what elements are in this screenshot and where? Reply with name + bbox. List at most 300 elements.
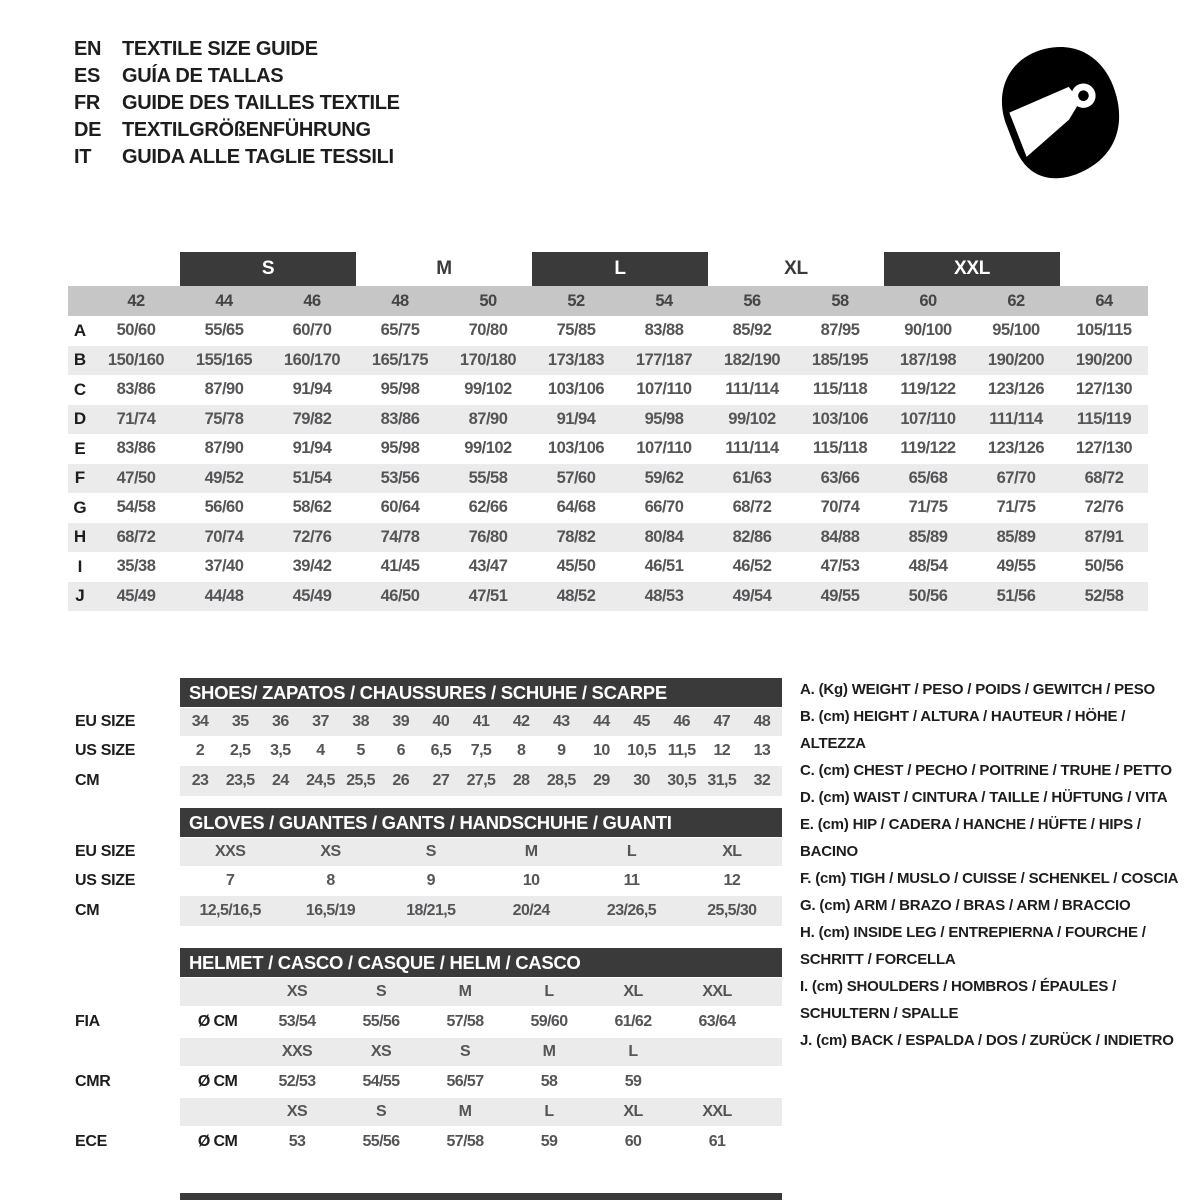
helmet-size-label: S: [375, 1103, 387, 1120]
measurement-value: 37/40: [204, 557, 244, 576]
measurement-value: 71/75: [908, 498, 948, 517]
language-code: IT: [74, 146, 92, 168]
helmet-diameter-value: 61: [708, 1133, 726, 1150]
legend-item-f: F. (cm) TIGH / MUSLO / CUISSE / SCHENKEL / COSCIA: [800, 870, 1179, 887]
gloves-section-header: GLOVES / GUANTES / GANTS / HANDSCHUHE / GUANTI: [180, 808, 782, 837]
helmet-diameter-value: 57/58: [446, 1013, 484, 1030]
measurement-value: 173/183: [547, 350, 605, 369]
measurement-value: 76/80: [468, 527, 508, 546]
language-title-text: GUIDA ALLE TAGLIE TESSILI: [122, 146, 394, 168]
measurement-value: 95/98: [380, 380, 420, 399]
gloves-value: 18/21,5: [406, 902, 456, 919]
helmet-diameter-value: 55/56: [362, 1013, 400, 1030]
helmet-size-label: S: [375, 983, 387, 1000]
language-code: ES: [74, 65, 101, 87]
measurement-value: 65/68: [908, 468, 948, 487]
measurement-value: 87/91: [1084, 527, 1124, 546]
textile-row-j: [68, 582, 1148, 612]
shoes-value: 2: [195, 742, 205, 759]
gloves-value: 10: [522, 872, 540, 889]
measurement-value: 49/55: [996, 557, 1036, 576]
helmet-diameter-value: 54/55: [362, 1073, 400, 1090]
language-title-it: [74, 144, 400, 171]
measurement-value: 72/76: [1084, 498, 1124, 517]
measurement-value: 68/72: [732, 498, 772, 517]
gloves-value: 7: [226, 872, 235, 889]
measurement-value: 80/84: [644, 527, 684, 546]
textile-row-e: [68, 434, 1148, 464]
legend-item-d: D. (cm) WAIST / CINTURA / TAILLE / HÜFTUNG / VITA: [800, 789, 1168, 806]
shoes-value: 44: [593, 713, 610, 730]
helmet-sizes-row-ece: [68, 1098, 782, 1126]
shoes-value: 28: [512, 772, 530, 789]
measurement-value: 50/56: [1084, 557, 1124, 576]
shoes-value: 9: [557, 742, 566, 759]
measurement-value: 54/58: [116, 498, 156, 517]
measurement-value: 85/89: [996, 527, 1036, 546]
measurement-value: 70/74: [820, 498, 860, 517]
measurement-value: 57/60: [556, 468, 596, 487]
measurement-value: 83/86: [116, 380, 156, 399]
measurement-value: 99/102: [464, 439, 512, 458]
shoes-value: 35: [231, 713, 249, 730]
measurement-value: 61/63: [732, 468, 772, 487]
measurement-value: 45/49: [292, 586, 332, 605]
measurement-value: 111/114: [725, 439, 779, 458]
size-group-xl: XL: [784, 258, 808, 279]
gloves-value: XXS: [215, 843, 246, 860]
measurement-value: 58/62: [292, 498, 332, 517]
measurement-value: 47/50: [116, 468, 156, 487]
helmet-diameter-value: 59/60: [530, 1013, 568, 1030]
measurement-value: 35/38: [116, 557, 156, 576]
measurement-value: 49/52: [204, 468, 244, 487]
row-letter: J: [75, 586, 85, 606]
gloves-value: 12,5/16,5: [199, 902, 261, 919]
textile-row-a: [68, 316, 1148, 346]
shoes-value: 45: [633, 713, 650, 730]
helmet-sizes-row-fia: [68, 978, 782, 1006]
shoes-value: 13: [753, 742, 771, 759]
numeric-band-spacer: [68, 286, 92, 316]
helmet-standard-values: [180, 1067, 782, 1097]
helmet-diameter-value: 60: [624, 1133, 642, 1150]
measurement-value: 95/98: [380, 439, 420, 458]
measurement-value: 83/88: [644, 321, 684, 340]
measurement-value: 55/65: [204, 321, 244, 340]
shoes-value: 10: [593, 742, 610, 759]
measurement-value: 82/86: [732, 527, 772, 546]
shoes-value: 26: [392, 772, 410, 789]
helmet-size-label: XXS: [281, 1043, 313, 1060]
measurement-value: 123/126: [987, 439, 1045, 458]
measurement-value: 41/45: [380, 557, 420, 576]
measurement-value: 39/42: [292, 557, 332, 576]
numeric-size-56: 56: [743, 291, 761, 310]
gloves-value: L: [626, 843, 637, 860]
measurement-value: 56/60: [204, 498, 244, 517]
helmet-size-label: XXL: [702, 1103, 732, 1120]
measurement-value: 105/115: [1076, 321, 1132, 340]
measurement-value: 50/60: [116, 321, 156, 340]
measurement-value: 51/54: [292, 468, 332, 487]
measurement-value: 83/86: [380, 409, 420, 428]
language-title-en: [74, 36, 400, 63]
racing-helmet-icon-svg: [982, 28, 1134, 198]
helmet-size-spacer: [180, 978, 255, 1006]
shoes-value: 5: [356, 742, 365, 759]
shoes-value: 30,5: [667, 772, 697, 789]
helmet-section-header: HELMET / CASCO / CASQUE / HELM / CASCO: [180, 948, 782, 977]
helmet-standard-values: [180, 1127, 782, 1157]
measurement-value: 87/90: [468, 409, 508, 428]
shoes-row-us-size: [68, 737, 782, 765]
helmet-sizes-row-label: [68, 978, 180, 1006]
measurement-value: 45/49: [116, 586, 156, 605]
helmet-size-label: L: [544, 983, 554, 1000]
measurement-value: 95/98: [644, 409, 684, 428]
measurement-value: 46/52: [732, 557, 772, 576]
measurement-value: 115/118: [812, 439, 868, 458]
measurement-value: 187/198: [899, 350, 957, 369]
gloves-row-label: CM: [75, 902, 100, 919]
measurement-value: 47/51: [468, 586, 508, 605]
shoes-value: 6: [396, 742, 405, 759]
measurement-value: 45/50: [556, 557, 596, 576]
helmet-size-label: M: [458, 983, 472, 1000]
helmet-values-row-ece: [68, 1127, 782, 1157]
measurement-value: 111/114: [989, 409, 1043, 428]
helmet-diameter-value: 57/58: [446, 1133, 484, 1150]
measurement-rows: [68, 316, 1148, 611]
shoes-value: 40: [432, 713, 450, 730]
shoes-row-values: [180, 737, 782, 765]
language-code: EN: [74, 38, 102, 60]
measurement-value: 119/122: [900, 439, 956, 458]
numeric-size-48: 48: [391, 291, 409, 310]
helmet-diameter-value: 55/56: [362, 1133, 400, 1150]
gloves-value: 12: [723, 872, 741, 889]
helmet-size-label: S: [459, 1043, 471, 1060]
row-letter: D: [73, 409, 87, 429]
gloves-row-cm: [68, 896, 782, 926]
helmet-diameter-value: 61/62: [614, 1013, 652, 1030]
measurement-value: 103/106: [811, 409, 869, 428]
shoes-value: 36: [272, 713, 289, 730]
shoes-value: 25,5: [346, 772, 375, 789]
measurement-value: 170/180: [459, 350, 517, 369]
language-title-es: [74, 63, 400, 90]
measurement-value: 150/160: [107, 350, 165, 369]
gloves-value: S: [425, 843, 436, 860]
helmet-diameter-value: 59: [540, 1133, 558, 1150]
shoes-value: 27: [432, 772, 450, 789]
gloves-section: [68, 808, 782, 926]
measurement-value: 55/58: [468, 468, 508, 487]
measurement-value: 115/118: [812, 380, 868, 399]
helmet-sizes-row-label: [68, 1038, 180, 1066]
numeric-size-60: 60: [919, 291, 937, 310]
helmet-size-spacer: [180, 1038, 255, 1066]
measurement-value: 127/130: [1075, 380, 1133, 399]
shoes-row-eu-size: [68, 708, 782, 736]
measurement-value: 50/56: [908, 586, 948, 605]
measurement-value: 99/102: [464, 380, 512, 399]
shoes-row-values: [180, 708, 782, 736]
helmet-diameter-value: [675, 1067, 759, 1097]
measurement-value: 87/90: [204, 439, 244, 458]
measurement-value: 91/94: [556, 409, 596, 428]
gloves-value: 8: [326, 872, 335, 889]
measurement-value: 68/72: [1084, 468, 1124, 487]
helmet-size-label: XS: [286, 983, 308, 1000]
shoes-value: 42: [512, 713, 530, 730]
measurement-value: 160/170: [283, 350, 341, 369]
gloves-value: 25,5/30: [707, 902, 757, 919]
measurement-value: 85/92: [732, 321, 772, 340]
shoes-value: 23,5: [225, 772, 255, 789]
helmet-section: [68, 948, 782, 1157]
helmet-diameter-value: 53: [288, 1133, 306, 1150]
shoes-value: 32: [753, 772, 771, 789]
shoes-value: 37: [312, 713, 329, 730]
row-letter: E: [74, 438, 86, 458]
row-letter: I: [77, 556, 83, 576]
gloves-row-values: [180, 838, 782, 866]
shoes-value: 27,5: [466, 772, 496, 789]
measurement-value: 90/100: [904, 321, 952, 340]
shoes-value: 48: [753, 713, 771, 730]
measurement-value: 46/51: [644, 557, 684, 576]
row-letter: G: [73, 497, 87, 517]
language-title-text: TEXTILE SIZE GUIDE: [122, 38, 318, 60]
language-title-text: TEXTILGRÖßENFÜHRUNG: [122, 119, 371, 141]
measurement-value: 177/187: [635, 350, 693, 369]
legend-item-a: A. (Kg) WEIGHT / PESO / POIDS / GEWITCH / PESO: [800, 681, 1155, 698]
size-group-l: L: [532, 252, 708, 286]
helmet-sizes-values: [180, 1038, 782, 1066]
gloves-row-eu-size: [68, 838, 782, 866]
numeric-size-64: 64: [1095, 291, 1113, 310]
helmet-standard-label: FIA: [75, 1013, 100, 1030]
shoes-value: 6,5: [430, 742, 452, 759]
measurement-value: 47/53: [820, 557, 860, 576]
measurement-value: 75/85: [556, 321, 596, 340]
measurement-value: 79/82: [292, 409, 332, 428]
measurement-value: 85/89: [908, 527, 948, 546]
helmet-standard-rows: [68, 978, 782, 1157]
helmet-sizes-values: [180, 1098, 782, 1126]
legend-item-h: H. (cm) INSIDE LEG / ENTREPIERNA / FOURCHE / SCHRITT / FORCELLA: [800, 924, 1146, 968]
measurement-value: 74/78: [380, 527, 420, 546]
measurement-value: 60/64: [380, 498, 420, 517]
helmet-diameter-label: Ø CM: [197, 1013, 238, 1030]
measurement-value: 52/58: [1084, 586, 1124, 605]
helmet-sizes-values: [180, 978, 782, 1006]
measurement-value: 48/53: [644, 586, 684, 605]
measurement-value: 71/74: [116, 409, 156, 428]
legend-item-g: G. (cm) ARM / BRAZO / BRAS / ARM / BRACCIO: [800, 897, 1131, 914]
numeric-size-52: 52: [567, 291, 585, 310]
gloves-value: 9: [426, 872, 435, 889]
shoes-value: 31,5: [707, 772, 737, 789]
shoes-row-label: CM: [75, 772, 100, 789]
language-code: FR: [74, 92, 101, 114]
helmet-standard-values: [180, 1007, 782, 1037]
measurement-value: 59/62: [644, 468, 684, 487]
language-title-list: [74, 36, 400, 171]
row-letter: B: [73, 350, 87, 370]
gloves-value: XS: [320, 843, 341, 860]
row-letter: H: [73, 527, 87, 547]
measurement-value: 48/54: [908, 557, 948, 576]
measurement-value: 123/126: [987, 380, 1045, 399]
measurement-value: 78/82: [556, 527, 596, 546]
shoes-value: 28,5: [546, 772, 576, 789]
legend-item-e: E. (cm) HIP / CADERA / HANCHE / HÜFTE / HIPS / BACINO: [800, 816, 1141, 860]
gloves-value: 16,5/19: [305, 902, 356, 919]
measurement-value: 84/88: [820, 527, 860, 546]
measurement-value: 103/106: [547, 439, 605, 458]
measurement-value: 63/66: [820, 468, 860, 487]
shoes-value: 12: [713, 742, 731, 759]
measurement-value: 71/75: [996, 498, 1036, 517]
measurement-value: 107/110: [900, 409, 956, 428]
numeric-size-58: 58: [831, 291, 849, 310]
shoes-value: 3,5: [270, 742, 291, 759]
helmet-size-label: XL: [623, 983, 643, 1000]
helmet-standard-label: ECE: [75, 1133, 107, 1150]
shoes-value: 38: [352, 713, 369, 730]
language-title-de: [74, 117, 400, 144]
measurement-value: 115/119: [1076, 409, 1132, 428]
row-letter: A: [73, 320, 87, 340]
gloves-row-label: EU SIZE: [75, 843, 136, 860]
measurement-value: 91/94: [292, 380, 332, 399]
legend-item-j: J. (cm) BACK / ESPALDA / DOS / ZURÜCK / INDIETRO: [800, 1032, 1174, 1049]
helmet-size-spacer: [180, 1098, 255, 1126]
shoes-value: 8: [516, 742, 526, 759]
numeric-size-44: 44: [215, 291, 233, 310]
measurement-value: 95/100: [992, 321, 1040, 340]
measurement-value: 51/56: [996, 586, 1036, 605]
measurement-value: 44/48: [204, 586, 244, 605]
shoes-section-header: SHOES/ ZAPATOS / CHAUSSURES / SCHUHE / SCARPE: [180, 678, 782, 707]
size-group-s: S: [180, 252, 356, 286]
gloves-value: 23/26,5: [606, 902, 657, 919]
helmet-diameter-value: 53/54: [278, 1013, 316, 1030]
shoes-row-cm: [68, 766, 782, 796]
shoes-value: 43: [552, 713, 570, 730]
measurement-value: 48/52: [556, 586, 596, 605]
numeric-size-row: [68, 286, 1148, 316]
measurement-value: 111/114: [725, 380, 779, 399]
measurement-value: 119/122: [900, 380, 956, 399]
measurement-value: 70/80: [468, 321, 508, 340]
helmet-size-label: L: [544, 1103, 554, 1120]
helmet-diameter-value: 52/53: [278, 1073, 316, 1090]
measurement-value: 87/95: [820, 321, 860, 340]
helmet-diameter-value: 56/57: [446, 1073, 484, 1090]
measurement-value: 155/165: [195, 350, 253, 369]
helmet-diameter-label: Ø CM: [197, 1133, 238, 1150]
shoes-row-label: US SIZE: [75, 742, 136, 759]
measurement-value: 190/200: [987, 350, 1045, 369]
size-group-m: M: [436, 258, 452, 279]
textile-row-d: [68, 405, 1148, 435]
shoes-value: 7,5: [470, 742, 492, 759]
size-group-header-row: [68, 252, 1148, 286]
shoes-value: 30: [633, 772, 650, 789]
helmet-diameter-value: 63/64: [698, 1013, 736, 1030]
measurement-value: 103/106: [547, 380, 605, 399]
numeric-size-54: 54: [655, 291, 673, 310]
measurement-value: 91/94: [292, 439, 332, 458]
helmet-size-label: [675, 1038, 759, 1066]
gloves-rows: [68, 838, 782, 926]
shoes-value: 46: [673, 713, 690, 730]
gloves-value: XL: [722, 843, 742, 860]
row-letter: F: [74, 468, 86, 488]
measurement-value: 75/78: [204, 409, 244, 428]
measurement-value: 165/175: [371, 350, 429, 369]
helmet-sizes-row-cmr: [68, 1038, 782, 1066]
helmet-values-row-fia: [68, 1007, 782, 1037]
measurement-value: 87/90: [204, 380, 244, 399]
language-code: DE: [74, 119, 102, 141]
language-title-text: GUIDE DES TAILLES TEXTILE: [122, 92, 400, 114]
measurement-value: 83/86: [116, 439, 156, 458]
cropped-next-section-bar: [180, 1193, 782, 1200]
gloves-row-us-size: [68, 867, 782, 895]
shoes-rows: [68, 708, 782, 796]
shoes-value: 23: [191, 772, 209, 789]
racing-helmet-icon: [982, 28, 1134, 198]
helmet-standard-label: CMR: [75, 1073, 111, 1090]
helmet-values-row-cmr: [68, 1067, 782, 1097]
measurement-value: 70/74: [204, 527, 244, 546]
measurement-value: 49/54: [732, 586, 772, 605]
measurement-value: 99/102: [728, 409, 776, 428]
measurement-value: 49/55: [820, 586, 860, 605]
legend-item-c: C. (cm) CHEST / PECHO / POITRINE / TRUHE / PETTO: [800, 762, 1172, 779]
numeric-size-42: 42: [127, 291, 145, 310]
measurement-value: 67/70: [996, 468, 1036, 487]
helmet-size-label: XS: [370, 1043, 392, 1060]
helmet-sizes-row-label: [68, 1098, 180, 1126]
measurement-value: 72/76: [292, 527, 332, 546]
measurement-value: 127/130: [1075, 439, 1133, 458]
shoes-value: 41: [472, 713, 490, 730]
textile-row-b: [68, 346, 1148, 376]
numeric-size-50: 50: [479, 291, 497, 310]
measurement-value: 46/50: [380, 586, 420, 605]
measurement-value: 53/56: [380, 468, 420, 487]
legend-item-b: B. (cm) HEIGHT / ALTURA / HAUTEUR / HÖHE / ALTEZZA: [800, 708, 1126, 752]
measurement-value: 62/66: [468, 498, 508, 517]
shoes-value: 47: [713, 713, 731, 730]
helmet-size-label: XS: [286, 1103, 308, 1120]
textile-size-table: [68, 252, 1148, 611]
measurement-value: 185/195: [811, 350, 869, 369]
shoes-value: 34: [191, 713, 209, 730]
shoes-value: 24: [272, 772, 289, 789]
gloves-row-values: [180, 896, 782, 926]
helmet-size-label: L: [628, 1043, 638, 1060]
measurement-value: 107/110: [636, 439, 692, 458]
helmet-diameter-label: Ø CM: [197, 1073, 238, 1090]
size-group-xxl: XXL: [884, 252, 1060, 286]
